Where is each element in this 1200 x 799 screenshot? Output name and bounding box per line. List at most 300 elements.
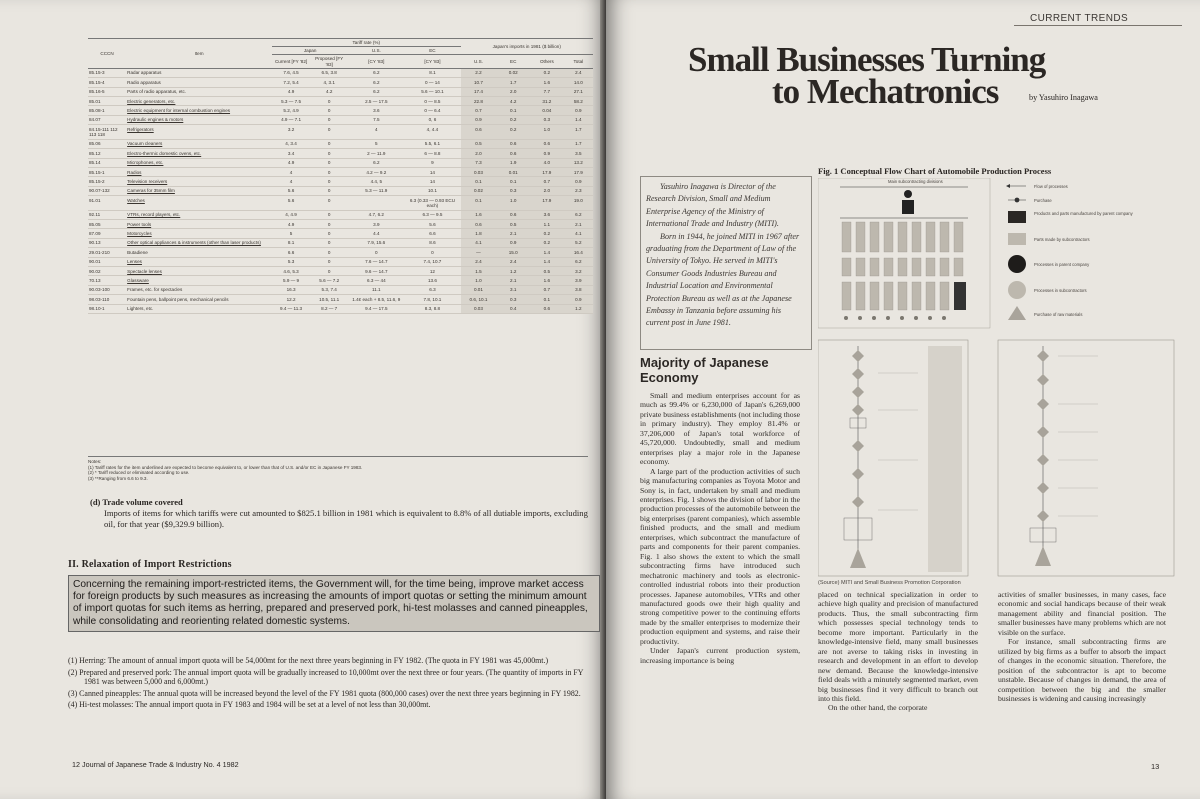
table-cell-i_tot: 2.4 [564, 68, 593, 77]
section-label: CURRENT TRENDS [1030, 13, 1129, 24]
table-cell-item: Frames, etc. for spectacles [126, 285, 272, 294]
table-cell-cccn: 91.01 [88, 196, 126, 211]
table-cell-cur: 4.9 [272, 220, 310, 229]
table-cell-ec: 14 [404, 167, 460, 176]
table-cell-i_ec: 0.02 [496, 68, 530, 77]
table-cell-i_tot: 17.9 [564, 167, 593, 176]
table-cell-i_us: 17.4 [461, 87, 497, 96]
article-heading: Majority of Japanese Economy [640, 355, 769, 385]
author-bio [640, 176, 812, 350]
table-cell-i_ec: 0.3 [496, 295, 530, 304]
table-cell-i_ec: 2.4 [496, 257, 530, 266]
table-cell-prop: 4, 3.1 [310, 78, 348, 87]
table-cell-item: Electric generators, etc. [126, 96, 272, 105]
col-imports: Japan's imports in 1981 ($ billion) [461, 39, 594, 55]
table-cell-prop: 0 [310, 177, 348, 186]
table-cell-i_ec: 0.4 [496, 304, 530, 313]
section-title: II. Relaxation of Import Restrictions [68, 559, 232, 570]
table-cell-cur: 6.6 [272, 248, 310, 257]
table-cell-i_ot: 1.6 [530, 78, 564, 87]
table-row [88, 177, 593, 186]
table-cell-i_ot: 0.2 [530, 229, 564, 238]
bio-paragraph: Born in 1944, he joined MITI in 1967 after graduating from the Department of Law of the University of Tokyo. He served in MITI's Consumer Goods Industries Bureau and Industrial Location and Environmental Protection Bureau as well as at the Japanese Embassy in Tanzania before assuming his current post in June 1981. [646, 231, 800, 328]
table-cell-cur: 9.4 — 11.3 [272, 304, 310, 313]
table-cell-item: Microphones, etc. [126, 158, 272, 167]
table-cell-cur: 4 [272, 167, 310, 176]
right-footer-page-number: 13 [1151, 762, 1160, 771]
table-cell-item: Lighters, etc. [126, 304, 272, 313]
table-cell-i_ot: 4.0 [530, 158, 564, 167]
col-imp-others: Others [530, 55, 564, 68]
table-cell-i_ec: 0.2 [496, 115, 530, 124]
left-footer: 12 Journal of Japanese Trade & Industry No. 4 1982 [72, 760, 239, 769]
table-row [88, 267, 593, 276]
table-cell-cccn: 90.02 [88, 267, 126, 276]
col-imp-ec: EC [496, 55, 530, 68]
table-cell-i_tot: 1.2 [564, 304, 593, 313]
table-cell-i_tot: 2.1 [564, 220, 593, 229]
table-cell-ec: 6.3 [404, 285, 460, 294]
table-row [88, 210, 593, 219]
table-cell-i_ec: 0.9 [496, 238, 530, 247]
table-cell-ec: 10.1 [404, 186, 460, 195]
table-row [88, 149, 593, 158]
table-cell-ec: 6.3 — 9.5 [404, 210, 460, 219]
article-column-2 [818, 590, 978, 783]
table-row [88, 295, 593, 304]
table-cell-cur: 4.6, 5.3 [272, 267, 310, 276]
table-cell-us: 1.4¢ each + 8.5, 11.6, 9 [348, 295, 404, 304]
table-cell-cccn: 90.01 [88, 257, 126, 266]
table-cell-i_us: 7.3 [461, 158, 497, 167]
table-cell-us: 9.4 — 17.5 [348, 304, 404, 313]
table-cell-i_tot: 3.5 [564, 149, 593, 158]
table-cell-prop: 0 [310, 158, 348, 167]
table-cell-i_tot: 2.3 [564, 186, 593, 195]
table-cell-prop: 0 [310, 149, 348, 158]
table-cell-us: 6.2 [348, 158, 404, 167]
table-row [88, 87, 593, 96]
table-cell-i_tot: 1.7 [564, 125, 593, 140]
table-cell-us: 7.6 — 14.7 [348, 257, 404, 266]
article-title-line1: Small Businesses Turning [688, 40, 1046, 79]
table-cell-prop: 8.2 — 7 [310, 304, 348, 313]
col-cy83-us: [CY '83] [348, 55, 404, 68]
table-row [88, 186, 593, 195]
table-cell-item: Hydraulic engines & motors [126, 115, 272, 124]
table-cell-i_ec: 0.1 [496, 106, 530, 115]
table-cell-us: 7.9, 15.6 [348, 238, 404, 247]
table-cell-i_tot: 3.9 [564, 276, 593, 285]
table-cell-us: 6.3 — 44 [348, 276, 404, 285]
table-cell-i_ot: 0.6 [530, 139, 564, 148]
table-row [88, 167, 593, 176]
table-cell-i_us: 1.6 [461, 210, 497, 219]
note-line: (1) Tariff rates for the item underlined are expected to become equivalent to, or lower than that of U.S. and/or EC in Japanese FY 1983. [88, 464, 363, 470]
table-cell-item: Watches [126, 196, 272, 211]
col-item: Item [126, 39, 272, 69]
table-cell-cur: 4, 4.9 [272, 210, 310, 219]
table-cell-item: Electro-thermic domestic ovens, etc. [126, 149, 272, 158]
col-proposed: Proposed [FY '83] [310, 55, 348, 68]
table-cell-prop: 0 [310, 106, 348, 115]
table-cell-item: Television receivers [126, 177, 272, 186]
col-current: Current [FY '82] [272, 55, 310, 68]
table-cell-i_ot: 0.1 [530, 295, 564, 304]
legend-subcontractor-processes: Processes in subcontractors [1034, 288, 1087, 293]
col-cccn: CCCN [88, 39, 126, 69]
note-line: Notes: [88, 459, 102, 464]
table-cell-item: Cameras for 35mm film [126, 186, 272, 195]
paragraph: activities of smaller businesses, in many cases, face economic and social handicaps because of their weak management ability and financial position. The smaller businesses have many problems which are not visible on the surface. [998, 590, 1166, 637]
table-cell-ec: 12 [404, 267, 460, 276]
section-rule [1014, 25, 1182, 26]
table-cell-item: VTRs, record players, etc. [126, 210, 272, 219]
table-cell-item: Radio apparatus [126, 78, 272, 87]
table-cell-i_us: 0.02 [461, 186, 497, 195]
table-cell-cccn: 85.08-1 [88, 106, 126, 115]
table-cell-i_us: 2.2 [461, 68, 497, 77]
table-cell-cur: 4.9 [272, 87, 310, 96]
table-row [88, 68, 593, 77]
col-us: U.S. [348, 47, 404, 55]
col-cy83-ec: [CY '83] [404, 55, 460, 68]
process-flow-left [818, 340, 968, 576]
table-cell-cccn: 85.15-3 [88, 68, 126, 77]
table-cell-i_ec: 1.7 [496, 78, 530, 87]
table-cell-i_ec: 0.01 [496, 167, 530, 176]
process-flow-right [998, 340, 1174, 576]
table-cell-item: Lenses [126, 257, 272, 266]
table-cell-us: 5 [348, 139, 404, 148]
table-cell-cur: 7.6, 4.5 [272, 68, 310, 77]
table-cell-cur: 4.9 [272, 158, 310, 167]
table-cell-i_us: 10.7 [461, 78, 497, 87]
table-cell-i_ot: 0.7 [530, 177, 564, 186]
trade-volume-heading: (d) Trade volume covered [90, 497, 183, 507]
table-cell-prop: 6.5, 3.8 [310, 68, 348, 77]
table-cell-i_tot: 1.7 [564, 139, 593, 148]
table-cell-i_tot: 0.9 [564, 106, 593, 115]
table-cell-item: Parts of radio apparatus, etc. [126, 87, 272, 96]
paragraph: A large part of the production activities of such big manufacturing companies as Toyota Motor and Sony is, in fact, undertaken by small and medium enterprises. Fig. 1 shows the division of labor in the production processes of the automobile between the big enterprises (parent companies), which assemble finished products, and the small and medium enterprises, which subcontract the manufacture of parts and components for their parent companies. Fig. 1 also shows the extent to which the small subcontracting firms have introduced such mechatronic machinery and tools as electronic-controlled industrial robots into their production processes. Japanese automobiles, VTRs and other manufactured goods owe their high quality and strong competitive power to the continuing efforts made by the smaller enterprises to modernize their production equipment and systems, and raise their productivity. [640, 466, 800, 646]
table-cell-i_us: 0.01 [461, 285, 497, 294]
table-cell-i_ec: 1.2 [496, 267, 530, 276]
table-row [88, 238, 593, 247]
table-cell-prop: 5.6 — 7.2 [310, 276, 348, 285]
table-row [88, 248, 593, 257]
table-cell-i_tot: 3.2 [564, 267, 593, 276]
table-cell-cccn: 84.15-111 112 113 118 [88, 125, 126, 140]
col-imp-total: Total [564, 55, 593, 68]
table-cell-i_ot: 0.5 [530, 267, 564, 276]
table-cell-us: 6.2 [348, 68, 404, 77]
table-cell-prop: 0 [310, 257, 348, 266]
legend-parent-processes: Processes in parent company [1034, 262, 1090, 267]
table-cell-i_tot: 13.2 [564, 158, 593, 167]
table-cell-ec: 14 [404, 177, 460, 186]
table-cell-cccn: 90.03-100 [88, 285, 126, 294]
table-cell-ec: 5.6 — 10.1 [404, 87, 460, 96]
table-cell-i_ec: 3.1 [496, 285, 530, 294]
table-cell-i_ec: 1.9 [496, 158, 530, 167]
table-cell-i_us: 1.8 [461, 229, 497, 238]
table-cell-i_tot: 3.8 [564, 285, 593, 294]
col-tariff-rate: Tariff rate (%) [272, 39, 461, 47]
table-cell-prop: 0 [310, 125, 348, 140]
table-row [88, 139, 593, 148]
table-row [88, 220, 593, 229]
table-cell-i_ot: 1.4 [530, 248, 564, 257]
table-cell-item: Radios [126, 167, 272, 176]
table-cell-cccn: 85.15-2 [88, 177, 126, 186]
table-cell-ec: 6 — 8.8 [404, 149, 460, 158]
table-cell-i_ec: 0.1 [496, 177, 530, 186]
table-cell-i_tot: 19.0 [564, 196, 593, 211]
table-cell-cccn: 98.10-1 [88, 304, 126, 313]
table-cell-cur: 5.2, 4.9 [272, 106, 310, 115]
legend-parent-products: Products and parts manufactured by parent company [1034, 211, 1133, 216]
table-cell-i_ec: 15.0 [496, 248, 530, 257]
table-cell-us: 6.2 [348, 78, 404, 87]
col-japan: Japan [272, 47, 348, 55]
table-cell-i_ot: 1.0 [530, 125, 564, 140]
table-cell-cccn: 90.13 [88, 238, 126, 247]
table-cell-cur: 7.2, 5.4 [272, 78, 310, 87]
figure-title: Fig. 1 Conceptual Flow Chart of Automobile Production Process [818, 166, 1052, 176]
article-column-1 [640, 391, 800, 783]
legend-raw-materials: Purchase of raw materials [1034, 312, 1083, 317]
table-cell-i_ot: 1.1 [530, 220, 564, 229]
table-cell-prop: 0 [310, 196, 348, 211]
table-cell-cccn: 29.01-210 [88, 248, 126, 257]
table-cell-ec: 8.6 [404, 238, 460, 247]
table-cell-cccn: 85.05 [88, 220, 126, 229]
quota-item: (3) Canned pineapples: The annual quota will be increased beyond the level of the FY 1981 quota (800,000 cases) over the next three years beginning in FY 1982. [68, 688, 581, 698]
table-cell-i_us: 0.03 [461, 304, 497, 313]
table-cell-ec: 0 — 6.4 [404, 106, 460, 115]
table-cell-cur: 3.4 [272, 149, 310, 158]
table-cell-cccn: 87.09 [88, 229, 126, 238]
table-cell-cccn: 84.07 [88, 115, 126, 124]
table-cell-prop: 5.3, 7.4 [310, 285, 348, 294]
table-cell-cur: 5 [272, 229, 310, 238]
table-cell-cccn: 98.03-110 [88, 295, 126, 304]
table-cell-cur: 5.6 [272, 186, 310, 195]
table-cell-prop: 0 [310, 139, 348, 148]
trade-volume-text: Imports of items for which tariffs were cut amounted to $825.1 billion in 1981 which is equivalent to 8.8% of all dutiable imports, excluding oil, for that year ($9,329.9 billion). [104, 508, 588, 529]
table-cell-i_ot: 1.6 [530, 276, 564, 285]
table-row [88, 158, 593, 167]
quota-item: (2) Prepared and preserved pork: The annual import quota will be gradually increased to 10,000mt over the next three or four years. (The quantity of imports in FY 1981 was between 5,000 and 6,000mt.) [68, 667, 584, 687]
table-cell-us [348, 196, 404, 211]
table-cell-ec: 4, 4.4 [404, 125, 460, 140]
table-cell-i_ec: 2.1 [496, 276, 530, 285]
tariff-table-body [88, 68, 593, 313]
table-cell-i_us: 1.5 [461, 267, 497, 276]
table-cell-i_tot: 27.1 [564, 87, 593, 96]
article-title-line2: to Mechatronics [772, 72, 999, 111]
table-cell-us: 0 [348, 248, 404, 257]
byline: by Yasuhiro Inagawa [1029, 93, 1098, 102]
table-cell-prop: 0 [310, 220, 348, 229]
table-row [88, 304, 593, 313]
table-cell-i_ot: 17.9 [530, 167, 564, 176]
table-cell-i_ec: 0.6 [496, 210, 530, 219]
table-cell-i_ot: 0.04 [530, 106, 564, 115]
table-cell-item: Vacuum cleaners [126, 139, 272, 148]
paragraph: On the other hand, the corporate [828, 703, 928, 713]
table-cell-i_us: 22.8 [461, 96, 497, 105]
table-cell-cccn: 85.14 [88, 158, 126, 167]
table-cell-cur: 5.6 [272, 196, 310, 211]
table-cell-i_ot: 0.2 [530, 68, 564, 77]
table-row [88, 276, 593, 285]
table-cell-cur: 4.9 — 7.1 [272, 115, 310, 124]
legend-subcontractor-parts: Parts made by subcontractors [1034, 237, 1090, 242]
paragraph: Small and medium enterprises account for as much as 99.4% or 6,230,000 of Japan's 6,269,000 private business establishments (not including those in primary industry). They employ 81.4% or 37,206,000 of Japan's total workforce of 45,720,000. Undoubtedly, small and medium enterprises play a major role in the Japanese economy. [640, 391, 800, 467]
table-cell-i_ec: 2.0 [496, 87, 530, 96]
table-cell-prop: 0 [310, 267, 348, 276]
bio-paragraph: Yasuhiro Inagawa is Director of the Research Division, Small and Medium Enterprise Agency of the Ministry of International Trade and Industry (MITI). [646, 182, 779, 229]
table-cell-item: Motorcycles [126, 229, 272, 238]
table-cell-i_us: 0.6 [461, 125, 497, 140]
table-cell-i_tot: 1.4 [564, 115, 593, 124]
table-row [88, 285, 593, 294]
table-row [88, 106, 593, 115]
table-cell-us: 2.5 — 17.5 [348, 96, 404, 105]
col-imp-us: U.S. [461, 55, 497, 68]
table-cell-i_ec: 0.2 [496, 125, 530, 140]
table-row [88, 257, 593, 266]
table-cell-prop: 0 [310, 167, 348, 176]
legend-purchase: Purchase [1034, 198, 1052, 203]
table-cell-cccn: 85.06 [88, 139, 126, 148]
table-cell-cur: 4 [272, 177, 310, 186]
table-cell-cccn: 85.12 [88, 149, 126, 158]
table-cell-ec: 6.3 (0.33 — 0.93 ECU each) [404, 196, 460, 211]
table-cell-i_ec: 4.2 [496, 96, 530, 105]
table-cell-ec: 5.6 [404, 220, 460, 229]
table-cell-cur: 5.3 [272, 257, 310, 266]
table-cell-cccn: 90.07-132 [88, 186, 126, 195]
table-cell-ec: 0 — 8.5 [404, 96, 460, 105]
table-cell-cccn: 92.11 [88, 210, 126, 219]
table-cell-i_us: 1.0 [461, 276, 497, 285]
table-cell-i_ec: 2.1 [496, 229, 530, 238]
table-cell-item: Butadiene [126, 248, 272, 257]
table-cell-us: 3.9 [348, 220, 404, 229]
table-cell-i_ot: 0.7 [530, 285, 564, 294]
table-cell-us: 9.6 — 14.7 [348, 267, 404, 276]
article-column-3 [998, 590, 1166, 783]
table-cell-us: 3.6 [348, 106, 404, 115]
table-cell-us: 4.4, 5 [348, 177, 404, 186]
paragraph: placed on technical specialization in order to achieve high quality and precision of manufactured products. Thus, the small subcontracting firm which possesses special technology tends to become more important. Particularly in the knowledge-intensive field, many small businesses are not averse to taking risks in investing in research and development in an effort to develop new demand. Because the knowledge-intensive field deals with a minutely segmented market, even big businesses find it very difficult to branch out into this field. [818, 590, 978, 703]
table-cell-i_us: 0.9 [461, 115, 497, 124]
table-cell-us: 5.3 — 11.9 [348, 186, 404, 195]
table-cell-i_tot: 16.4 [564, 248, 593, 257]
table-cell-cur: 3.2 [272, 125, 310, 140]
table-cell-i_ot: 2.0 [530, 186, 564, 195]
table-cell-ec: 9 [404, 158, 460, 167]
table-cell-us: 4.4 [348, 229, 404, 238]
table-notes [88, 456, 588, 481]
top-diagram-label: Main subcontracting divisions [888, 179, 943, 184]
table-cell-i_tot: 0.9 [564, 177, 593, 186]
table-cell-i_us: 0.7 [461, 106, 497, 115]
table-cell-prop: 0 [310, 186, 348, 195]
table-cell-i_us: 0.6, 10.1 [461, 295, 497, 304]
highlight-box: Concerning the remaining import-restricted items, the Government will, for the time being, improve market access for foreign products by such measures as increasing the amounts of import quotas or setting the minimum amount of import quotas for such items as herring, prepared and preserved pork, hi-test molasses and canned pineapples, while consolidating and reorienting related domestic systems. [68, 575, 600, 632]
figure-legend [1006, 184, 1134, 320]
table-cell-cur: 16.3 [272, 285, 310, 294]
table-cell-i_tot: 6.2 [564, 210, 593, 219]
table-cell-ec: 0, 6 [404, 115, 460, 124]
table-cell-i_ec: 0.6 [496, 139, 530, 148]
tariff-table [88, 38, 593, 314]
table-cell-i_ec: 0.5 [496, 220, 530, 229]
flow-chart-figure [818, 178, 1176, 580]
table-cell-i_tot: 4.1 [564, 229, 593, 238]
table-cell-cur: 4, 3.4 [272, 139, 310, 148]
table-cell-i_us: 2.4 [461, 257, 497, 266]
table-row [88, 229, 593, 238]
table-cell-i_us: 0.1 [461, 177, 497, 186]
table-cell-i_ot: 3.6 [530, 210, 564, 219]
top-diagram [818, 178, 990, 328]
table-cell-ec: 7.8, 10.1 [404, 295, 460, 304]
table-cell-i_ec: 1.0 [496, 196, 530, 211]
table-cell-cur: 5.9 — 9 [272, 276, 310, 285]
table-cell-prop: 0 [310, 210, 348, 219]
table-row [88, 96, 593, 105]
table-cell-ec: 8.3, 8.8 [404, 304, 460, 313]
table-cell-cccn: 85.15-4 [88, 78, 126, 87]
table-cell-item: Refrigerators [126, 125, 272, 140]
paragraph: Under Japan's current production system, increasing importance is being [640, 646, 800, 665]
table-cell-prop: 0 [310, 248, 348, 257]
quota-item: (4) Hi-test molasses: The annual import quota in FY 1983 and 1984 will be set at a level of not less than 30,000mt. [68, 700, 431, 710]
table-cell-us: 4.7, 6.2 [348, 210, 404, 219]
legend-flow: Flow of processes [1034, 184, 1068, 189]
table-cell-i_us: — [461, 248, 497, 257]
table-cell-i_ot: 17.9 [530, 196, 564, 211]
table-cell-i_us: 0.1 [461, 196, 497, 211]
table-cell-ec: 13.6 [404, 276, 460, 285]
table-cell-i_us: 2.0 [461, 149, 497, 158]
table-cell-prop: 0 [310, 96, 348, 105]
table-cell-item: Other optical appliances & instruments (other than laser products) [126, 238, 272, 247]
table-row [88, 125, 593, 140]
table-cell-prop: 0 [310, 229, 348, 238]
table-cell-i_ot: 31.2 [530, 96, 564, 105]
table-cell-cur: 5.3 — 7.5 [272, 96, 310, 105]
table-cell-item: Glassware [126, 276, 272, 285]
table-cell-i_us: 0.5 [461, 139, 497, 148]
table-cell-us: 4.2 — 9.2 [348, 167, 404, 176]
table-cell-ec: 7.4, 10.7 [404, 257, 460, 266]
table-cell-cur: 8.1 [272, 238, 310, 247]
table-cell-i_ot: 1.4 [530, 257, 564, 266]
table-cell-item: Radar apparatus [126, 68, 272, 77]
table-cell-us: 2 — 11.9 [348, 149, 404, 158]
table-cell-ec: 0 — 14 [404, 78, 460, 87]
col-ec: EC [404, 47, 460, 55]
table-cell-item: Spectacle lenses [126, 267, 272, 276]
table-row [88, 115, 593, 124]
table-cell-i_us: 0.03 [461, 167, 497, 176]
